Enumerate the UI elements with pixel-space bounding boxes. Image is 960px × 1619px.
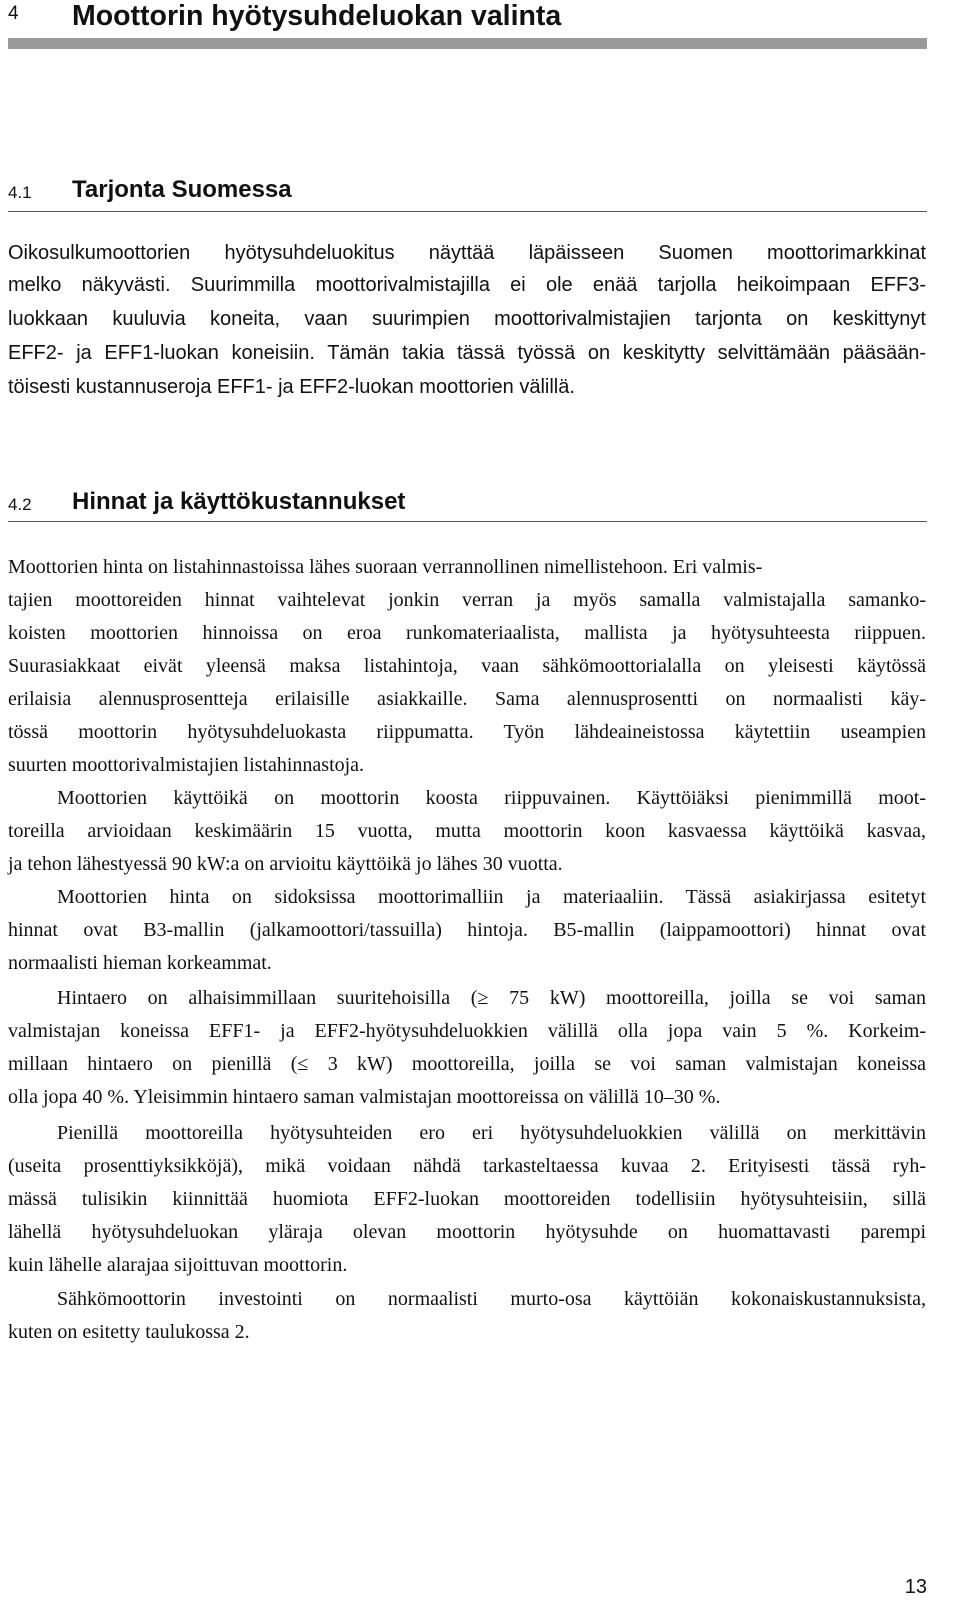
paragraph-line	[8, 1051, 926, 1077]
paragraph-line: EFF2- ja EFF1-luokan koneisiin. Tämän takia tässä työssä on keskitytty selvittämään pääsään-	[8, 342, 926, 364]
chapter-number: 4	[8, 3, 19, 24]
chapter-rule	[8, 38, 927, 49]
paragraph-line: Pienillä moottoreilla hyötysuhteiden ero eri hyötysuhdeluokkien välillä on merkittävin	[57, 1122, 926, 1144]
paragraph-line	[8, 985, 926, 1011]
paragraph-line: olla jopa 40 %. Yleisimmin hintaero saman valmistajan moottoreissa on välillä 10–30 %.	[8, 1086, 721, 1108]
section-title: Tarjonta Suomessa	[72, 176, 292, 203]
paragraph-line: Moottorien hinta on listahinnastoissa lähes suoraan verrannollinen nimellistehoon. Eri valmis-	[8, 556, 763, 578]
paragraph-line: melko näkyvästi. Suurimmilla moottorivalmistajilla ei ole enää tarjolla heikoimpaan EFF3-	[8, 274, 926, 296]
paragraph-line: ja tehon lähestyessä 90 kW:a on arvioitu käyttöikä jo lähes 30 vuotta.	[8, 853, 563, 875]
page-number: 13	[904, 1576, 927, 1598]
paragraph-line: tajien moottoreiden hinnat vaihtelevat jonkin verran ja myös samalla valmistajalla samanko-	[8, 589, 926, 611]
paragraph-line: tössä moottorin hyötysuhdeluokasta riippumatta. Työn lähdeaineistossa käytettiin useampien	[8, 721, 926, 743]
text-span: 75 kW) moottoreilla, joilla se voi saman	[488, 987, 926, 1009]
paragraph-line: hinnat ovat B3-mallin (jalkamoottori/tassuilla) hintoja. B5-mallin (laippamoottori) hinnat ovat	[8, 919, 926, 941]
less-equal-symbol: ≤	[297, 1053, 309, 1075]
paragraph-line: Suurasiakkaat eivät yleensä maksa listahintoja, vaan sähkömoottorialalla on yleisesti käytössä	[8, 655, 926, 677]
paragraph-line: Moottorien hinta on sidoksissa moottorimalliin ja materiaaliin. Tässä asiakirjassa esitetyt	[57, 886, 926, 908]
paragraph-line: Moottorien käyttöikä on moottorin koosta riippuvainen. Käyttöiäksi pienimmillä moot-	[57, 787, 926, 809]
paragraph-line: koisten moottorien hinnoissa on eroa runkomateriaalista, mallista ja hyötysuhteesta riippuen.	[8, 622, 926, 644]
paragraph-line: mässä tulisikin kiinnittää huomiota EFF2-luokan moottoreiden todellisiin hyötysuhteisiin, sillä	[8, 1188, 926, 1210]
paragraph-line: Sähkömoottorin investointi on normaalisti murto-osa käyttöiän kokonaiskustannuksista,	[57, 1288, 926, 1310]
section-title: Hinnat ja käyttökustannukset	[72, 488, 406, 515]
text-span: millaan hintaero on pienillä (	[8, 1053, 298, 1075]
paragraph-line: normaalisti hieman korkeammat.	[8, 952, 272, 974]
section-number: 4.2	[8, 495, 32, 514]
paragraph-line: Oikosulkumoottorien hyötysuhdeluokitus näyttää läpäisseen Suomen moottorimarkkinat	[8, 242, 926, 264]
greater-equal-symbol: ≥	[477, 987, 489, 1009]
paragraph-line: valmistajan koneissa EFF1- ja EFF2-hyötysuhdeluokkien välillä olla jopa vain 5 %. Korkeim-	[8, 1020, 926, 1042]
paragraph-line: (useita prosenttiyksikköjä), mikä voidaan nähdä tarkasteltaessa kuvaa 2. Erityisesti tässä ryh-	[8, 1155, 926, 1177]
paragraph-line: kuin lähelle alarajaa sijoittuvan moottorin.	[8, 1254, 348, 1276]
section-rule	[8, 521, 927, 522]
text-span: 3 kW) moottoreilla, joilla se voi saman valmistajan koneissa	[308, 1053, 926, 1075]
chapter-title: Moottorin hyötysuhdeluokan valinta	[72, 0, 562, 32]
paragraph-line: toreilla arvioidaan keskimäärin 15 vuotta, mutta moottorin koon kasvaessa käyttöikä kasvaa,	[8, 820, 926, 842]
paragraph-line: erilaisia alennusprosentteja erilaisille asiakkaille. Sama alennusprosentti on normaalisti käy-	[8, 688, 926, 710]
paragraph-line: suurten moottorivalmistajien listahinnastoja.	[8, 754, 365, 776]
paragraph-line: luokkaan kuuluvia koneita, vaan suurimpien moottorivalmistajien tarjonta on keskittynyt	[8, 308, 926, 330]
section-number: 4.1	[8, 183, 32, 202]
text-span: Hintaero on alhaisimmillaan suuritehoisilla (	[57, 987, 478, 1009]
paragraph-line: töisesti kustannuseroja EFF1- ja EFF2-luokan moottorien välillä.	[8, 376, 575, 398]
section-rule	[8, 211, 927, 212]
paragraph-line: lähellä hyötysuhdeluokan yläraja olevan moottorin hyötysuhde on huomattavasti parempi	[8, 1221, 926, 1243]
paragraph-line: kuten on esitetty taulukossa 2.	[8, 1321, 250, 1343]
